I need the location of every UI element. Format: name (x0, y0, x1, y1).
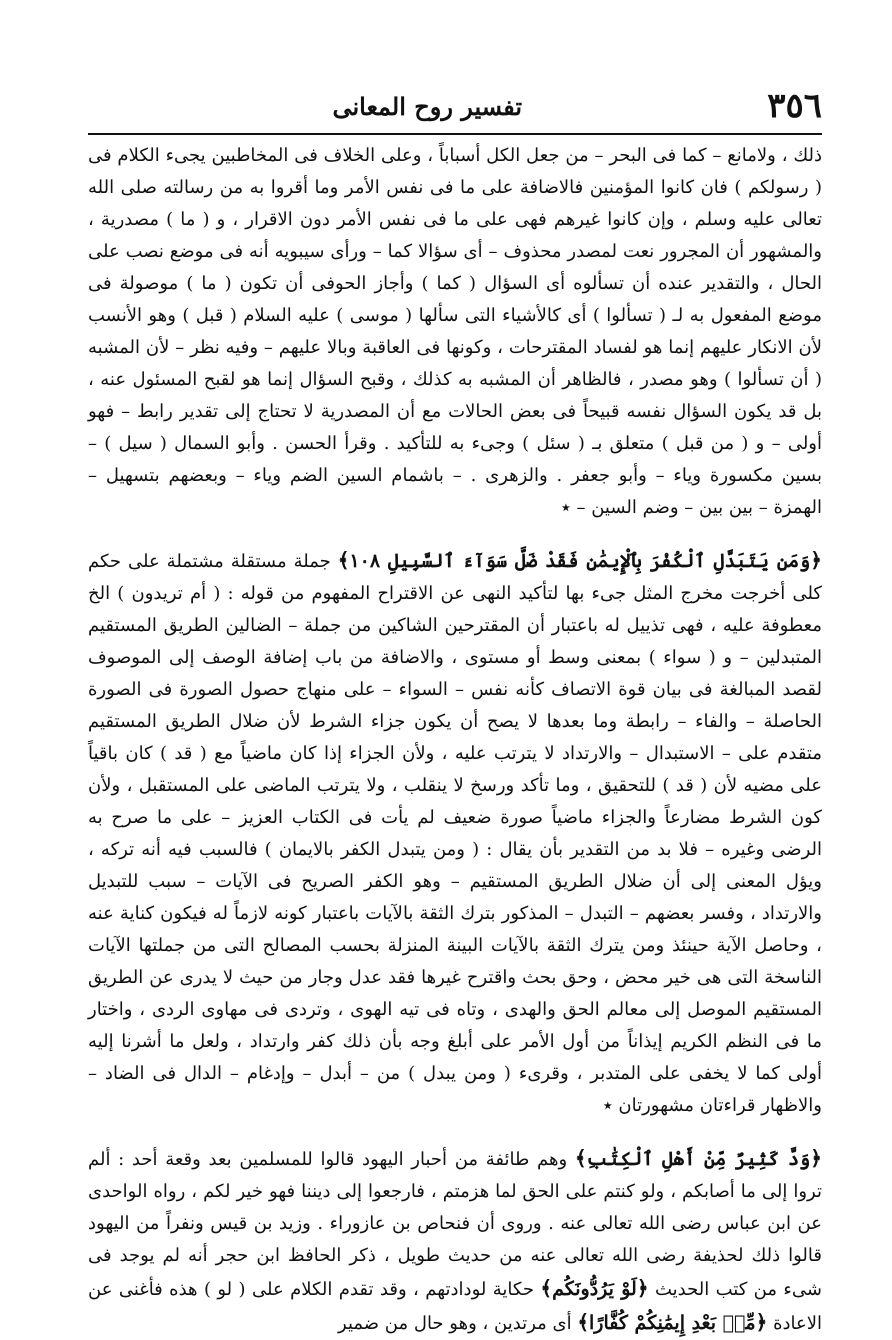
verse-close-brace: ﴾ (574, 1146, 587, 1170)
quran-verse: وَمَن يَتَبَدَّلِ ٱلْكُفْرَ بِٱلْإِيمَٰنِ فَقَدْ ضَلَّ سَوَآءَ ٱلسَّبِيلِ ١٠٨ (349, 550, 811, 572)
paragraph (88, 532, 822, 1122)
running-title: تفسير روح المعانى (332, 92, 522, 121)
paragraph-text: وهم طائفة من أحبار اليهود قالوا للمسلمين بعد وقعة أحد : ألم تروا إلى ما أصابكم ، ولو كنتم على الحق لما هزمتم ، فارجعوا إلى ديننا فهو خير لكم ، رواه الواحدى عن ابن عباس رضى الله تعالى عنه . وروى أن فنحاص بن عازوراء . وزيد بن قيس ونفراً من اليهود قالوا ذلك لحذيفة رضى الله تعالى عنه من حديث طويل ، ذكر الحافظ ابن حجر أنه لم يوجد فى شىء من كتب الحديث (88, 1149, 822, 1300)
quran-inline-verse: مِّنۢ بَعْدِ إِيمَٰنِكُمْ كُفَّارًا (589, 1312, 756, 1334)
page-number: ٣٥٦ (767, 86, 822, 126)
verse-open-brace: ﴿ (810, 548, 822, 572)
page-header (88, 86, 822, 132)
paragraph-text: جملة مستقلة مشتملة على حكم كلى أخرجت مخرج المثل جىء بها لتأكيد النهى عن الاقتراح المفهوم من قوله : ( أم تريدون ) الخ معطوفة عليه ، فهى تذييل له باعتبار أن المقترحين الشاكين من جملة – الضالين الطريق المستقيم المتبدلين – و ( سواء ) بمعنى وسط أو مستوى ، والاضافة من باب إضافة الوصف إلى الموصوف لقصد المبالغة فى بيان قوة الاتصاف كأنه نفس – السواء – على منهاج حصول الصورة فى الصورة الحاصلة – والفاء – رابطة وما بعدها لا يصح أن يكون جزاء الشرط لأن ضلال الطريق المستقيم متقدم على – الاستبدال – والارتداد لا يترتب عليه ، ولأن الجزاء إذا كان ماضياً مع ( قد ) كان باقياً على مضيه لأن ( قد ) للتحقيق ، وما تأكد ورسخ لا ينقلب ، ولا يترتب الماضى على المستقبل ، ولأن كون الشرط مضارعاً والجزاء ماضياً صورة ضعيف لم يأت فى الكتاب العزيز – على ما صرح به الرضى وغيره – فلا بد من التقدير بأن يقال : ( ومن يتبدل الكفر بالايمان ) فالسبب فيه أنه تركه ، ويؤل المعنى إلى أن ضلال الطريق المستقيم – وهو الكفر الصريح فى الآيات – سبب للتبديل والارتداد ، وفسر بعضهم – التبدل – المذكور بترك الثقة بالآيات باعتبار كونه لازماً له فيكون كناية عنه ، وحاصل الآية حينئذ ومن يترك الثقة بالآيات البينة المنزلة بحسب المصالح التى من جملتها الآيات الناسخة التى هى خير محض ، وحق بحث واقترح غيرها فقد عدل وجار من حيث لا يدرى عن الطريق المستقيم الموصل إلى معالم الحق والهدى ، وتاه فى تيه الهوى ، وتردى فى مهاوى الردى ، واختار ما فى النظم الكريم إيذاناً من أول الأمر على أبلغ وجه بأن ذلك كفر وارتداد ، ولعل ما أشرنا إليه أولى كما لا يخفى على المتدبر ، وقرىء ( ومن يبدل ) من – أبدل – وإدغام – الدال فى الضاد – والاظهار قراءتان مشهورتان ٭ (88, 551, 822, 1116)
verse-open-brace: ﴿ (636, 1276, 649, 1300)
paragraph-text: أى مرتدين ، وهو حال من ضمير (338, 1313, 572, 1334)
paragraph (88, 140, 822, 524)
paragraph-text: حكاية لودادتهم ، وقد تقدم الكلام على ( لو ) هذه فأغنى عن الاعادة (88, 1279, 822, 1334)
paragraph (88, 1130, 822, 1340)
quran-verse: وَدَّ كَثِيرٌ مِّنْ أَهْلِ ٱلْكِتَٰبِ (586, 1148, 811, 1170)
body-text (88, 140, 822, 1340)
quran-inline-verse: لَوْ يَرُدُّونَكُم (552, 1278, 637, 1300)
verse-close-brace: ﴾ (577, 1310, 590, 1334)
header-divider (88, 133, 822, 135)
verse-close-brace: ﴾ (337, 548, 350, 572)
verse-open-brace: ﴿ (810, 1146, 822, 1170)
paragraph-text: ذلك ، ولامانع – كما فى البحر – من جعل الكل أسباباً ، وعلى الخلاف فى المخاطبين يجىء الكلام فى ( رسولكم ) فان كانوا المؤمنين فالاضافة على ما فى نفس الأمر وما أقروا به من رسالته صلى الله تعالى عليه وسلم ، وإن كانوا غيرهم فهى على ما فى نفس الأمر دون الاقرار ، و ( ما ) مصدرية ، والمشهور أن المجرور نعت لمصدر محذوف – أى سؤالا كما – ورأى سيبويه أنه فى موضع نصب على الحال ، والتقدير عنده أن تسألوه أى السؤال ( كما ) وأجاز الحوفى أن تكون ( ما ) موصولة فى موضع المفعول به لـ ( تسألوا ) أى كالأشياء التى سألها ( موسى ) عليه السلام ( قبل ) وهو الأنسب لأن الانكار عليهم إنما هو لفساد المقترحات ، وكونها فى العاقبة وبالا عليهم – وفيه نظر – لأن المشبه ( أن تسألوا ) وهو مصدر ، فالظاهر أن المشبه به كذلك ، وقبح السؤال إنما هو لقبح المسئول عنه ، بل قد يكون السؤال نفسه قبيحاً فى بعض الحالات مع أن المصدرية لا تحتاج إلى تقدير رابط – فهو أولى – و ( من قبل ) متعلق بـ ( سئل ) وجىء به للتأكيد . وقرأ الحسن . وأبو السمال ( سيل ) – بسين مكسورة وياء – وأبو جعفر . والزهرى . – باشمام السين الضم وياء – وبعضهم بتسهيل – الهمزة – بين بين – وضم السين – ٭ (88, 145, 822, 518)
verse-open-brace: ﴿ (755, 1310, 768, 1334)
verse-close-brace: ﴾ (540, 1276, 553, 1300)
